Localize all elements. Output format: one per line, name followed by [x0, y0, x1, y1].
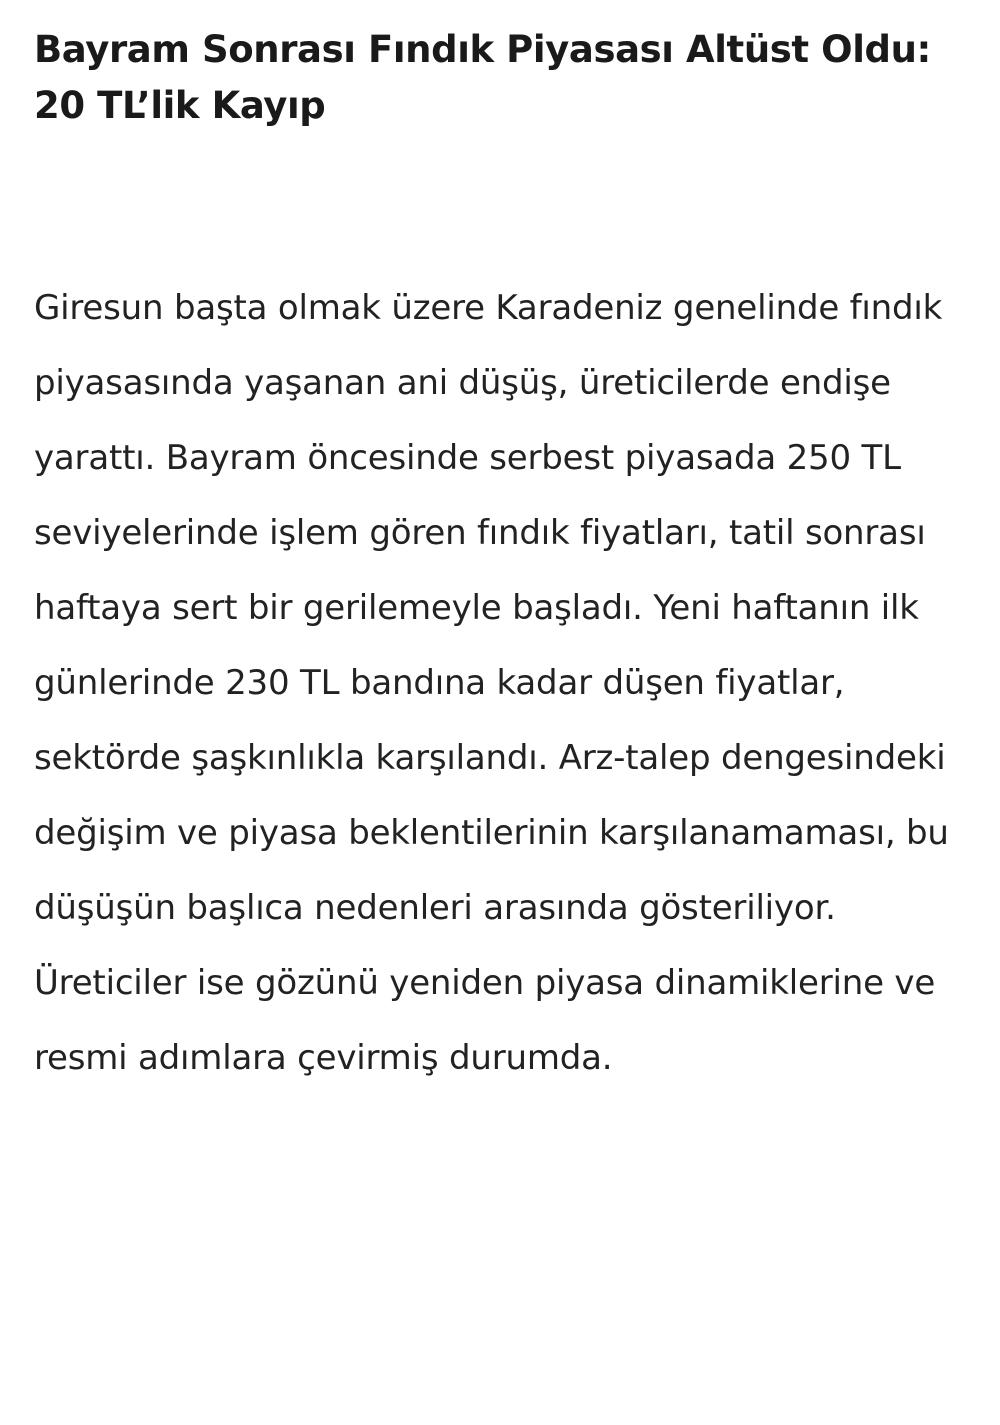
article-headline: Bayram Sonrası Fındık Piyasası Altüst Oldu: 20 TL’lik Kayıp	[34, 28, 931, 127]
article-body: Giresun başta olmak üzere Karadeniz genelinde fındık piyasasında yaşanan ani düşüş, üreticilerde endişe yarattı. Bayram öncesinde serbest piyasada 250 TL seviyelerinde işlem gören fındık fiyatları, tatil sonrası haftaya sert bir gerilemeyle başladı. Yeni haftanın ilk günlerinde 230 TL bandına kadar düşen fiyatlar, sektörde şaşkınlıkla karşılandı. Arz-talep dengesindeki değişim ve piyasa beklentilerinin karşılanamaması, bu düşüşün başlıca nedenleri arasında gösteriliyor. Üreticiler ise gözünü yeniden piyasa dinamiklerine ve resmi adımlara çevirmiş durumda.	[34, 288, 949, 1078]
